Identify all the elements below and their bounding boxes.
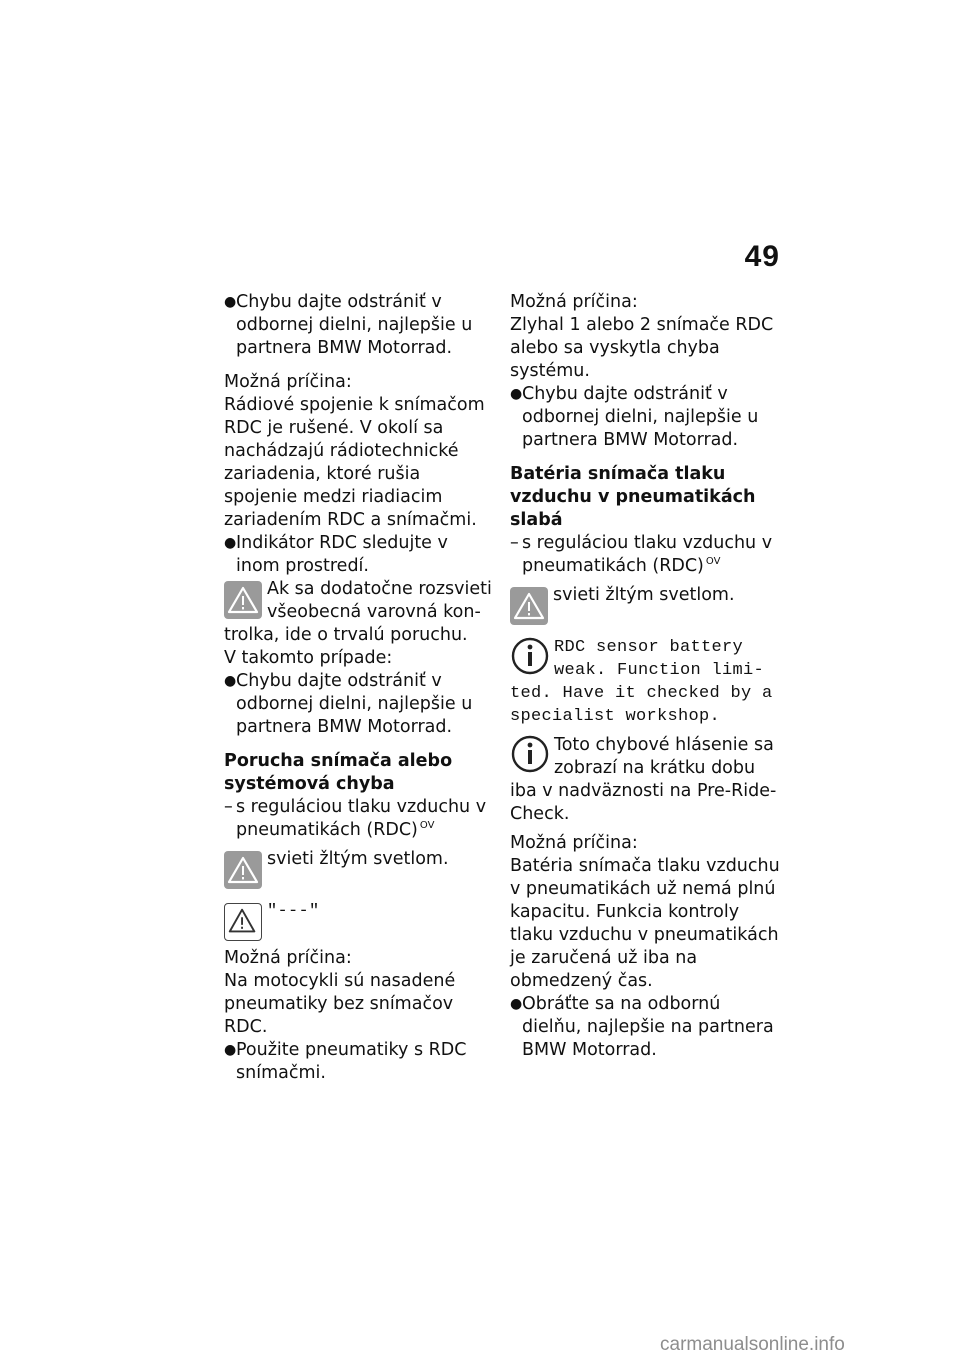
- bullet-icon: ●: [224, 294, 237, 310]
- list-item: ● Chybu dajte odstrániť v odbornej dielni, najlepšie u partnera BMW Motorrad.: [224, 671, 473, 737]
- indicator-row: svieti žltým svetlom.: [510, 584, 782, 625]
- cause-label: Možná príčina:: [510, 833, 638, 853]
- watermark: carmanualsonline.info: [660, 1334, 845, 1355]
- cause-text: Zlyhal 1 alebo 2 snímače RDC alebo sa vyskytla chyba systému.: [510, 315, 774, 381]
- cause-text: Batéria snímača tlaku vzduchu v pneumatikách už nemá plnú kapacitu. Funkcia kontroly tlaku vzduchu v pneumatikách je zaručená už iba na obmedzený čas.: [510, 856, 780, 991]
- bullet-icon: ●: [224, 1042, 237, 1058]
- bullet-icon: ●: [510, 386, 523, 402]
- indicator-row: svieti žltým svetlom.: [224, 848, 492, 889]
- cause-text: Rádiové spojenie k snímačom RDC je rušené. V okolí sa nachádzajú rádiotechnické zariadenia, ktoré rušia spojenie medzi riadiacim zariadením RDC a snímačmi.: [224, 395, 485, 530]
- cause-label: Možná príčina:: [224, 372, 352, 392]
- then-text: V takomto prípade:: [224, 648, 393, 668]
- bullet-icon: ●: [510, 996, 523, 1012]
- section-heading: Batéria snímača tlaku vzduchu v pneumatikách slabá: [510, 464, 756, 530]
- section-heading: Porucha snímača alebo systémová chyba: [224, 751, 453, 794]
- info-icon: [510, 636, 550, 676]
- list-item: ● Chybu dajte odstrániť v odbornej dielni, najlepšie u partnera BMW Motorrad.: [510, 384, 759, 450]
- warning-triangle-icon: [224, 851, 262, 889]
- list-item: ● Obráťte sa na odbornú dielňu, najlepšie na partnera BMW Motorrad.: [510, 994, 774, 1060]
- display-text: "---": [267, 902, 320, 921]
- cause-label: Možná príčina:: [510, 292, 638, 312]
- cause-text: Na motocykli sú nasadené pneumatiky bez snímačov RDC.: [224, 971, 456, 1037]
- list-item: ● Chybu dajte odstrániť v odbornej dielni, najlepšie u partnera BMW Motorrad.: [224, 292, 473, 358]
- list-item: ● Použite pneumatiky s RDC snímačmi.: [224, 1040, 467, 1083]
- display-message: RDC sensor battery weak. Function limi-: [510, 636, 782, 682]
- info-note: Toto chybové hlásenie sa zobrazí na krátku dobu: [510, 734, 782, 780]
- warning-triangle-icon: [510, 587, 548, 625]
- dash-item: – s reguláciou tlaku vzduchu v pneumatikách (RDC) $^{OV}$: [510, 533, 773, 576]
- list-item: ● Indikátor RDC sledujte v inom prostredí.: [224, 533, 448, 576]
- warning-note: Ak sa dodatočne rozsvieti všeobecná varovná kon-: [224, 578, 492, 624]
- dash-item: – s reguláciou tlaku vzduchu v pneumatikách (RDC) $^{OV}$: [224, 797, 487, 840]
- right-column: Možná príčina: Zlyhal 1 alebo 2 snímače RDC alebo sa vyskytla chyba systému. ● Chybu dajte odstrániť v odbornej dielni, najlepšie u partnera BMW Motorrad. Batéria snímača tlaku vzduchu v pneumatikách slabá – s reguláciou tlaku vzduchu v pneumatikách (RDC) $^{OV}$ svieti žltým svetlom. RDC sensor battery weak. Function limi- ted. Have it checked by a specialist workshop. Toto chybové hlásenie sa zobrazí na krátku dobu iba v nadväznosti na Pre-Ride-Check. Možná príčina: Batéria snímača tlaku vzduchu v pneumatikách už nemá plnú kapacitu. Funkcia kontroly tlaku vzduchu v pneumatikách je zaručená už iba na obmedzený čas. ● Obráťte sa na odbornú dielňu, najlepšie na partnera BMW Motorrad.: [510, 291, 782, 1062]
- page-number: 49: [744, 240, 780, 273]
- bullet-icon: ●: [224, 673, 237, 689]
- info-icon: [510, 734, 550, 774]
- display-row: [224, 900, 492, 941]
- bullet-icon: ●: [224, 535, 237, 551]
- left-column: ● Chybu dajte odstrániť v odbornej dielni, najlepšie u partnera BMW Motorrad. Možná príčina: Rádiové spojenie k snímačom RDC je rušené. V okolí sa nachádzajú rádiotechnické zariadenia, ktoré rušia spojenie medzi riadiacim zariadením RDC a snímačmi. ● Indikátor RDC sledujte v inom prostredí. Ak sa dodatočne rozsvieti všeobecná varovná kon- trolka, ide o trvalú poruchu. V takomto prípade: ● Chybu dajte odstrániť v odbornej dielni, najlepšie u partnera BMW Motorrad. Porucha snímača alebo systémová chyba – s reguláciou tlaku vzduchu v pneumatikách (RDC) $^{OV}$ svieti žltým svetlom. "---" Možná príčina: Na motocykli sú nasadené pneumatiky bez snímačov RDC. ● Použite pneumatiky s RDC snímačmi.: [224, 292, 492, 1083]
- cause-label: Možná príčina:: [224, 948, 352, 968]
- warning-triangle-icon: [224, 903, 262, 941]
- warning-triangle-icon: [224, 581, 262, 619]
